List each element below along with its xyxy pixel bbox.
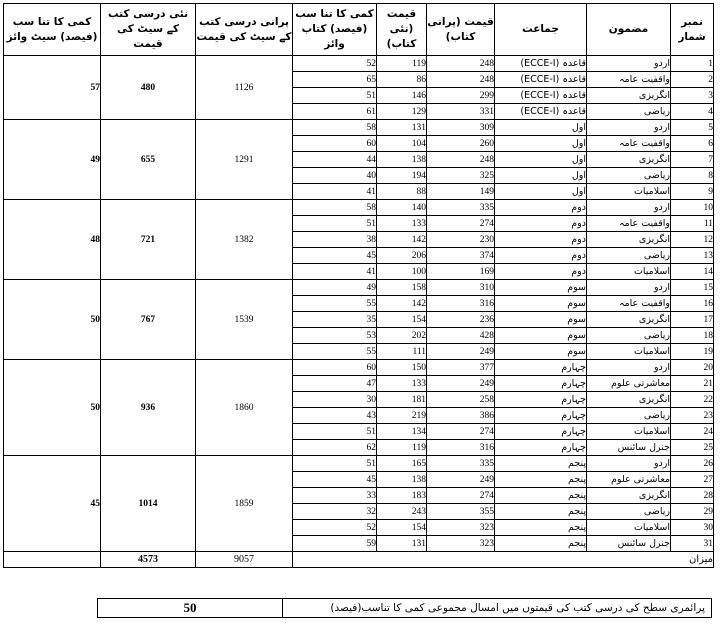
old-price-cell: 248 [427, 56, 495, 72]
reduction-pct-cell: 45 [293, 472, 377, 488]
new-price-cell: 138 [377, 472, 427, 488]
serial-cell: 31 [671, 536, 714, 552]
reduction-pct-cell: 51 [293, 456, 377, 472]
subject-cell: جنرل سائنس [587, 440, 671, 456]
serial-cell: 14 [671, 264, 714, 280]
new-price-cell: 150 [377, 360, 427, 376]
reduction-pct-cell: 51 [293, 424, 377, 440]
reduction-pct-cell: 59 [293, 536, 377, 552]
serial-cell: 27 [671, 472, 714, 488]
old-price-cell: 323 [427, 536, 495, 552]
class-cell: سوم [495, 312, 587, 328]
serial-cell: 3 [671, 88, 714, 104]
subject-cell: واقفیت عامہ [587, 72, 671, 88]
old-price-cell: 230 [427, 232, 495, 248]
header-serial: نمبر شمار [671, 4, 714, 56]
old-price-cell: 331 [427, 104, 495, 120]
new-price-cell: 133 [377, 216, 427, 232]
reduction-pct-cell: 41 [293, 184, 377, 200]
reduction-pct-cell: 62 [293, 440, 377, 456]
old-price-cell: 428 [427, 328, 495, 344]
serial-cell: 29 [671, 504, 714, 520]
old-price-cell: 386 [427, 408, 495, 424]
reduction-pct-cell: 45 [293, 248, 377, 264]
new-price-cell: 88 [377, 184, 427, 200]
header-subject: مضمون [587, 4, 671, 56]
serial-cell: 18 [671, 328, 714, 344]
subject-cell: ریاضی [587, 504, 671, 520]
summary-row [98, 599, 712, 618]
group-reduction-set: 45 [4, 456, 101, 552]
group-old-set-price: 1539 [196, 280, 293, 360]
old-price-cell: 374 [427, 248, 495, 264]
group-new-set-price: 936 [101, 360, 196, 456]
subject-cell: ریاضی [587, 408, 671, 424]
header-new-set-price: نئی درسی کتب کے سیٹ کی قیمت [101, 4, 196, 56]
subject-cell: ریاضی [587, 328, 671, 344]
reduction-pct-cell: 33 [293, 488, 377, 504]
class-cell: پنجم [495, 472, 587, 488]
class-cell: دوم [495, 264, 587, 280]
subject-cell: ریاضی [587, 104, 671, 120]
total-old-price: 9057 [196, 552, 293, 568]
reduction-pct-cell: 51 [293, 88, 377, 104]
class-cell: دوم [495, 232, 587, 248]
new-price-cell: 138 [377, 152, 427, 168]
old-price-cell: 249 [427, 344, 495, 360]
subject-cell: اسلامیات [587, 344, 671, 360]
old-price-cell: 248 [427, 72, 495, 88]
serial-cell: 23 [671, 408, 714, 424]
new-price-cell: 219 [377, 408, 427, 424]
class-cell: سوم [495, 328, 587, 344]
serial-cell: 9 [671, 184, 714, 200]
table-row [4, 56, 714, 72]
old-price-cell: 258 [427, 392, 495, 408]
reduction-pct-cell: 61 [293, 104, 377, 120]
class-cell: چہارم [495, 424, 587, 440]
class-cell: سوم [495, 344, 587, 360]
subject-cell: واقفیت عامہ [587, 216, 671, 232]
new-price-cell: 104 [377, 136, 427, 152]
serial-cell: 12 [671, 232, 714, 248]
new-price-cell: 111 [377, 344, 427, 360]
class-cell: چہارم [495, 376, 587, 392]
serial-cell: 25 [671, 440, 714, 456]
group-new-set-price: 1014 [101, 456, 196, 552]
class-cell: پنجم [495, 456, 587, 472]
new-price-cell: 202 [377, 328, 427, 344]
subject-cell: انگریزی [587, 88, 671, 104]
table-row [4, 456, 714, 472]
reduction-pct-cell: 43 [293, 408, 377, 424]
new-price-cell: 158 [377, 280, 427, 296]
reduction-pct-cell: 35 [293, 312, 377, 328]
reduction-pct-cell: 58 [293, 200, 377, 216]
table-body [4, 56, 714, 552]
class-cell: پنجم [495, 520, 587, 536]
header-reduction-book: کمی کا تنا سب (فیصد) کتاب وائز [293, 4, 377, 56]
subject-cell: انگریزی [587, 392, 671, 408]
subject-cell: اردو [587, 200, 671, 216]
totals-empty [4, 552, 101, 568]
class-cell: دوم [495, 248, 587, 264]
subject-cell: اردو [587, 120, 671, 136]
serial-cell: 20 [671, 360, 714, 376]
serial-cell: 19 [671, 344, 714, 360]
subject-cell: انگریزی [587, 232, 671, 248]
class-cell: اول [495, 152, 587, 168]
reduction-pct-cell: 44 [293, 152, 377, 168]
reduction-pct-cell: 41 [293, 264, 377, 280]
class-cell: قاعدہ (ECCE-I) [495, 56, 587, 72]
old-price-cell: 249 [427, 472, 495, 488]
class-cell: دوم [495, 200, 587, 216]
old-price-cell: 274 [427, 216, 495, 232]
price-comparison-table [3, 3, 714, 568]
serial-cell: 16 [671, 296, 714, 312]
group-new-set-price: 721 [101, 200, 196, 280]
subject-cell: اردو [587, 360, 671, 376]
serial-cell: 15 [671, 280, 714, 296]
class-cell: قاعدہ (ECCE-I) [495, 88, 587, 104]
serial-cell: 24 [671, 424, 714, 440]
old-price-cell: 274 [427, 488, 495, 504]
subject-cell: اردو [587, 456, 671, 472]
reduction-pct-cell: 40 [293, 168, 377, 184]
old-price-cell: 377 [427, 360, 495, 376]
old-price-cell: 274 [427, 424, 495, 440]
old-price-cell: 316 [427, 296, 495, 312]
new-price-cell: 86 [377, 72, 427, 88]
old-price-cell: 316 [427, 440, 495, 456]
serial-cell: 11 [671, 216, 714, 232]
group-reduction-set: 50 [4, 280, 101, 360]
summary-table [97, 598, 712, 618]
new-price-cell: 154 [377, 520, 427, 536]
serial-cell: 2 [671, 72, 714, 88]
class-cell: اول [495, 184, 587, 200]
serial-cell: 17 [671, 312, 714, 328]
reduction-pct-cell: 30 [293, 392, 377, 408]
new-price-cell: 129 [377, 104, 427, 120]
class-cell: سوم [495, 296, 587, 312]
class-cell: اول [495, 120, 587, 136]
totals-row [4, 552, 714, 568]
reduction-pct-cell: 49 [293, 280, 377, 296]
reduction-pct-cell: 65 [293, 72, 377, 88]
new-price-cell: 146 [377, 88, 427, 104]
subject-cell: اسلامیات [587, 184, 671, 200]
header-price-new: قیمت (نئی کتاب) [377, 4, 427, 56]
subject-cell: ریاضی [587, 168, 671, 184]
reduction-pct-cell: 53 [293, 328, 377, 344]
old-price-cell: 335 [427, 200, 495, 216]
old-price-cell: 335 [427, 456, 495, 472]
subject-cell: اسلامیات [587, 520, 671, 536]
reduction-pct-cell: 52 [293, 520, 377, 536]
new-price-cell: 134 [377, 424, 427, 440]
new-price-cell: 133 [377, 376, 427, 392]
subject-cell: اردو [587, 56, 671, 72]
serial-cell: 28 [671, 488, 714, 504]
class-cell: چہارم [495, 392, 587, 408]
new-price-cell: 131 [377, 536, 427, 552]
new-price-cell: 194 [377, 168, 427, 184]
total-new-price: 4573 [101, 552, 196, 568]
class-cell: چہارم [495, 360, 587, 376]
new-price-cell: 165 [377, 456, 427, 472]
subject-cell: جنرل سائنس [587, 536, 671, 552]
subject-cell: انگریزی [587, 488, 671, 504]
class-cell: چہارم [495, 408, 587, 424]
table-row [4, 120, 714, 136]
totals-label: میزان [293, 552, 714, 568]
serial-cell: 1 [671, 56, 714, 72]
old-price-cell: 248 [427, 152, 495, 168]
subject-cell: اردو [587, 280, 671, 296]
reduction-pct-cell: 55 [293, 296, 377, 312]
serial-cell: 10 [671, 200, 714, 216]
class-cell: پنجم [495, 488, 587, 504]
subject-cell: ریاضی [587, 248, 671, 264]
group-new-set-price: 480 [101, 56, 196, 120]
new-price-cell: 206 [377, 248, 427, 264]
reduction-pct-cell: 38 [293, 232, 377, 248]
serial-cell: 5 [671, 120, 714, 136]
group-reduction-set: 57 [4, 56, 101, 120]
reduction-pct-cell: 55 [293, 344, 377, 360]
subject-cell: انگریزی [587, 312, 671, 328]
class-cell: پنجم [495, 536, 587, 552]
group-old-set-price: 1859 [196, 456, 293, 552]
header-reduction-set: کمی کا تنا سب (فیصد) سیٹ وائز [4, 4, 101, 56]
old-price-cell: 309 [427, 120, 495, 136]
new-price-cell: 100 [377, 264, 427, 280]
class-cell: دوم [495, 216, 587, 232]
group-reduction-set: 48 [4, 200, 101, 280]
new-price-cell: 131 [377, 120, 427, 136]
header-class: جماعت [495, 4, 587, 56]
reduction-pct-cell: 32 [293, 504, 377, 520]
group-new-set-price: 767 [101, 280, 196, 360]
old-price-cell: 249 [427, 376, 495, 392]
header-price-old: قیمت (پرانی کتاب) [427, 4, 495, 56]
group-old-set-price: 1860 [196, 360, 293, 456]
group-old-set-price: 1382 [196, 200, 293, 280]
serial-cell: 8 [671, 168, 714, 184]
subject-cell: واقفیت عامہ [587, 136, 671, 152]
reduction-pct-cell: 47 [293, 376, 377, 392]
group-reduction-set: 50 [4, 360, 101, 456]
subject-cell: معاشرتی علوم [587, 472, 671, 488]
group-new-set-price: 655 [101, 120, 196, 200]
class-cell: قاعدہ (ECCE-I) [495, 104, 587, 120]
serial-cell: 4 [671, 104, 714, 120]
class-cell: چہارم [495, 440, 587, 456]
group-old-set-price: 1126 [196, 56, 293, 120]
header-row [4, 4, 714, 56]
serial-cell: 7 [671, 152, 714, 168]
old-price-cell: 299 [427, 88, 495, 104]
summary-label: پرائمری سطح کی درسی کتب کی قیمتوں میں امسال مجموعی کمی کا تناسب(فیصد) [283, 599, 712, 618]
summary-value: 50 [98, 599, 283, 618]
subject-cell: معاشرتی علوم [587, 376, 671, 392]
table-row [4, 360, 714, 376]
table-row [4, 200, 714, 216]
group-old-set-price: 1291 [196, 120, 293, 200]
reduction-pct-cell: 52 [293, 56, 377, 72]
old-price-cell: 260 [427, 136, 495, 152]
new-price-cell: 181 [377, 392, 427, 408]
class-cell: قاعدہ (ECCE-I) [495, 72, 587, 88]
serial-cell: 26 [671, 456, 714, 472]
old-price-cell: 323 [427, 520, 495, 536]
class-cell: پنجم [495, 504, 587, 520]
new-price-cell: 142 [377, 296, 427, 312]
reduction-pct-cell: 51 [293, 216, 377, 232]
serial-cell: 30 [671, 520, 714, 536]
table-row [4, 280, 714, 296]
subject-cell: اسلامیات [587, 264, 671, 280]
new-price-cell: 140 [377, 200, 427, 216]
class-cell: اول [495, 136, 587, 152]
reduction-pct-cell: 60 [293, 360, 377, 376]
new-price-cell: 119 [377, 56, 427, 72]
new-price-cell: 243 [377, 504, 427, 520]
header-old-set-price: پرانی درسی کتب کے سیٹ کی قیمت [196, 4, 293, 56]
reduction-pct-cell: 60 [293, 136, 377, 152]
old-price-cell: 169 [427, 264, 495, 280]
serial-cell: 21 [671, 376, 714, 392]
reduction-pct-cell: 58 [293, 120, 377, 136]
old-price-cell: 310 [427, 280, 495, 296]
serial-cell: 6 [671, 136, 714, 152]
new-price-cell: 183 [377, 488, 427, 504]
class-cell: سوم [495, 280, 587, 296]
old-price-cell: 325 [427, 168, 495, 184]
group-reduction-set: 49 [4, 120, 101, 200]
old-price-cell: 236 [427, 312, 495, 328]
serial-cell: 13 [671, 248, 714, 264]
serial-cell: 22 [671, 392, 714, 408]
subject-cell: اسلامیات [587, 424, 671, 440]
subject-cell: واقفیت عامہ [587, 296, 671, 312]
old-price-cell: 149 [427, 184, 495, 200]
subject-cell: انگریزی [587, 152, 671, 168]
new-price-cell: 142 [377, 232, 427, 248]
new-price-cell: 119 [377, 440, 427, 456]
class-cell: اول [495, 168, 587, 184]
old-price-cell: 355 [427, 504, 495, 520]
new-price-cell: 154 [377, 312, 427, 328]
